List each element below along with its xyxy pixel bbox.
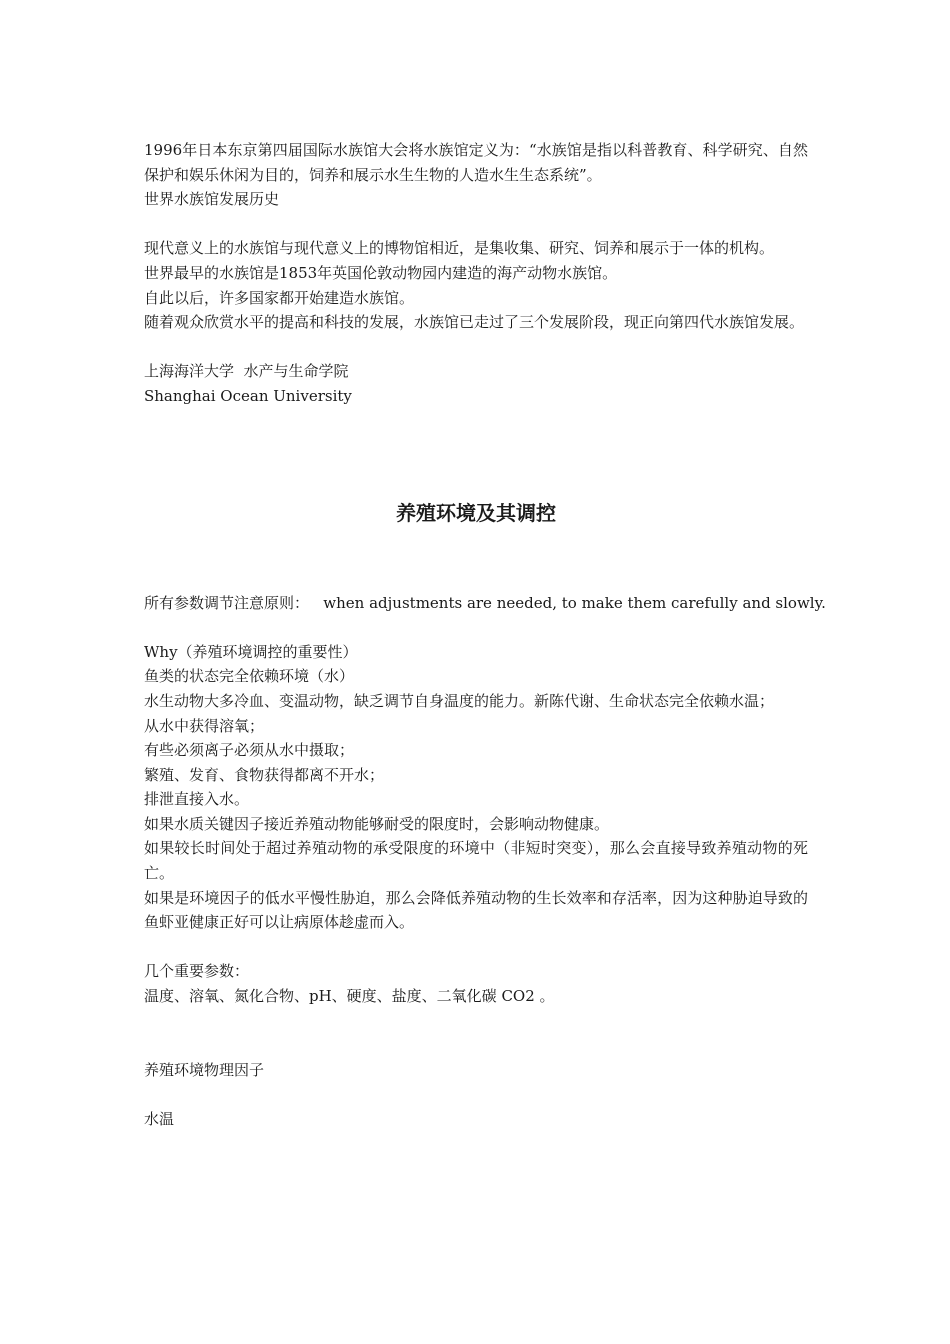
blank-line: [144, 1009, 808, 1034]
tolerance-limit-paragraph: 如果水质关键因子接近养殖动物能够耐受的限度时，会影响动物健康。: [144, 814, 610, 833]
section-title: 养殖环境及其调控: [396, 500, 556, 525]
affiliation-english: Shanghai Ocean University: [144, 386, 352, 405]
blank-line: [144, 212, 808, 237]
water-temperature-heading: 水温: [144, 1110, 175, 1128]
blank-line: [144, 335, 808, 360]
blank-line: [144, 1033, 808, 1058]
why-heading: Why（养殖环境调控的重要性）: [144, 642, 358, 661]
excretion-line: 排泄直接入水。: [144, 790, 250, 809]
aquarium-history-heading: 世界水族馆发展历史: [144, 190, 280, 209]
exceed-limit-paragraph: 如果较长时间处于超过养殖动物的承受限度的环境中（非短时突变），那么会直接导致养殖动物的死亡。: [144, 839, 808, 883]
earliest-aquarium-paragraph: 世界最早的水族馆是1853年英国伦敦动物园内建造的海产动物水族馆。: [144, 263, 618, 282]
blank-line: [144, 935, 808, 960]
parameters-list: 温度、溶氧、氮化合物、pH、硬度、盐度、二氧化碳 CO2 。: [144, 987, 555, 1006]
development-stages-paragraph: 随着观众欣赏水平的提高和科技的发展，水族馆已走过了三个发展阶段，现正向第四代水族馆发展。: [144, 313, 805, 332]
section-gap: [144, 409, 808, 498]
ions-line: 有些必须离子必须从水中摄取；: [144, 741, 355, 760]
aquarium-definition-paragraph: 1996年日本东京第四届国际水族馆大会将水族馆定义为：“水族馆是指以科普教育、科学研究、自然保护和娱乐休闲为目的，饲养和展示水生生物的人造水生生态系统”。: [144, 141, 808, 184]
blank-line: [144, 1082, 808, 1107]
cold-blooded-paragraph: 水生动物大多冷血、变温动物，缺乏调节自身温度的能力。新陈代谢、生命状态完全依赖水温；: [144, 691, 775, 710]
adjustment-principle: 所有参数调节注意原则： when adjustments are needed, to make them carefully and slowly.: [144, 593, 826, 612]
parameters-label: 几个重要参数：: [144, 962, 250, 981]
fish-dependency-line: 鱼类的状态完全依赖环境（水）: [144, 667, 355, 686]
chronic-stress-paragraph: 如果是环境因子的低水平慢性胁迫，那么会降低养殖动物的生长效率和存活率，因为这种胁迫导致的鱼虾亚健康正好可以让病原体趁虚而入。: [144, 888, 808, 932]
since-then-paragraph: 自此以后，许多国家都开始建造水族馆。: [144, 288, 415, 307]
reproduction-line: 繁殖、发育、食物获得都离不开水；: [144, 765, 385, 784]
blank-line: [144, 615, 808, 640]
oxygen-line: 从水中获得溶氧；: [144, 716, 265, 735]
document-page: [144, 138, 826, 1132]
modern-aquarium-paragraph: 现代意义上的水族馆与现代意义上的博物馆相近，是集收集、研究、饲养和展示于一体的机构。: [144, 239, 775, 258]
section-gap: [144, 528, 808, 591]
affiliation-chinese: 上海海洋大学 水产与生命学院: [144, 362, 349, 381]
physical-factors-heading: 养殖环境物理因子: [144, 1060, 265, 1079]
